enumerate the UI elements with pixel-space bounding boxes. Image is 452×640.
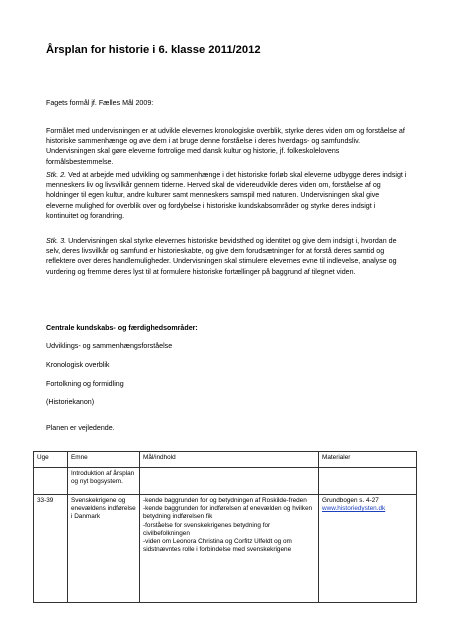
guidance-note: Planen er vejledende. (46, 424, 115, 432)
cell-emne: Svenskekrigene og enevældens indførelse i Danmark (68, 495, 140, 603)
stk2-text: Ved at arbejde med udvikling og sammenhænge i det historiske forløb skal eleverne udbygge deres indsigt i menneskers liv og livsvilkår gennem tiderne. Herved skal de videreudvikle deres viden om, forståelse af og holdninger til egen kultur, andre kulturer samt menneskers samspil med naturen. Undervisningen skal give eleverne mulighed for overblik over og fordybelse i historiske kundskabsområder og styrke deres indsigt i kontinuitet og forandring. (46, 171, 407, 220)
goal-item: -viden om Leonora Christina og Corfitz Ulfeldt og om sidstnævntes rolle i forbindelse med svenskekrigene (143, 538, 292, 554)
stk2-text-wrap (46, 170, 408, 221)
table-row (34, 495, 417, 603)
goal-item: -kende baggrunden for indførelsen af enevælden og hvilken betydning indførelsen fik (143, 505, 313, 521)
header-emne: Emne (68, 452, 140, 468)
stk3-text-wrap (46, 236, 408, 277)
stk2-label: Stk. 2. (46, 171, 67, 179)
cell-maal (140, 495, 319, 603)
stk2-paragraph (46, 170, 408, 221)
header-maal: Mål/indhold (140, 452, 319, 468)
header-materialer: Materialer (319, 452, 417, 468)
stk3-label: Stk. 3. (46, 237, 67, 245)
materials-text: Grundbogen s. 4-27 (322, 497, 379, 504)
cell-maal (140, 468, 319, 495)
cell-uge: 33-39 (34, 495, 68, 603)
cell-materialer (319, 468, 417, 495)
purpose-paragraph-text: Formålet med undervisningen er at udvikle elevernes kronologiske overblik, styrke deres viden om og forståelse af historiske sammenhænge og øve dem i at bruge denne forståelse i deres hverdags- og samfundsliv. Undervisningen skal gøre eleverne fortrolige med dansk kultur og historie, jf. folkeskolelovens formålsbestemmelse. (46, 127, 405, 166)
table-header-row (34, 452, 417, 468)
cell-emne: Introduktion af årsplan og nyt bogsystem. (68, 468, 140, 495)
stk3-text: Undervisningen skal styrke elevernes historiske bevidsthed og identitet og give dem indsigt i, hvordan de selv, deres livsvilkår og samfund er historieskabte, og give dem forudsætninger for at forstå deres samtid og reflektere over deres handlemuligheder. Undervisningen skal stimulere elevernes evne til indlevelse, analyse og vurdering og fremme deres lyst til at formulere historiske fortællinger på baggrund af tilegnet viden. (46, 237, 397, 276)
header-uge: Uge (34, 452, 68, 468)
purpose-paragraph (46, 126, 408, 167)
purpose-label (46, 98, 408, 108)
historiedysten-link[interactable]: www.historiedysten.dk (322, 505, 386, 513)
cell-uge (34, 468, 68, 495)
cell-materialer (319, 495, 417, 603)
goal-item: -kende baggrunden for og betydningen af Roskilde-freden (143, 497, 307, 504)
purpose-label-text: Fagets formål jf. Fælles Mål 2009: (46, 99, 154, 107)
area-item: Kronologisk overblik (46, 361, 110, 369)
stk3-paragraph (46, 236, 408, 277)
table-row (34, 468, 417, 495)
area-item: (Historiekanon) (46, 398, 95, 406)
area-item: Udviklings- og sammenhængsforståelse (46, 342, 173, 350)
plan-table (33, 451, 417, 603)
goal-item: -forståelse for svenskekrigenes betydning for civilbefolkningen (143, 521, 271, 537)
page-title: Årsplan for historie i 6. klasse 2011/2012 (46, 44, 261, 56)
area-item: Fortolkning og formidling (46, 380, 124, 388)
areas-heading: Centrale kundskabs- og færdighedsområder: (46, 324, 198, 332)
